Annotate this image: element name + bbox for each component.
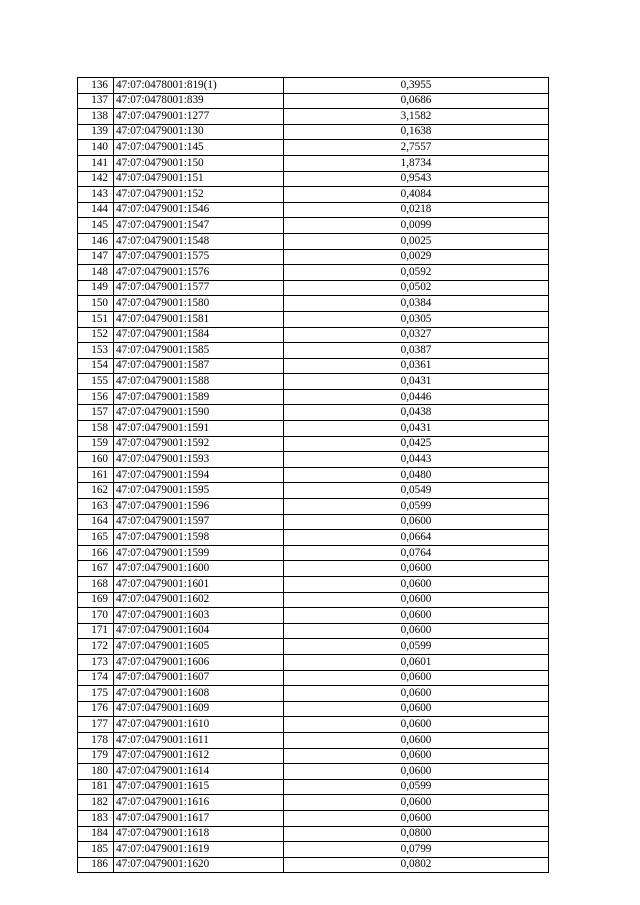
row-number-cell: 155 xyxy=(78,374,114,390)
row-number-cell: 137 xyxy=(78,93,114,109)
area-value-cell: 0,0438 xyxy=(284,405,549,421)
table-row xyxy=(78,327,549,343)
table-row xyxy=(78,452,549,468)
parcel-table xyxy=(77,77,549,873)
row-number-cell: 153 xyxy=(78,343,114,359)
area-value-cell: 0,0599 xyxy=(284,639,549,655)
area-value-cell: 0,0361 xyxy=(284,358,549,374)
row-number-cell: 177 xyxy=(78,717,114,733)
cadastral-number-cell: 47:07:0479001:1601 xyxy=(114,577,284,593)
cadastral-number-cell: 47:07:0479001:1594 xyxy=(114,467,284,483)
row-number-cell: 136 xyxy=(78,78,114,94)
area-value-cell: 0,0099 xyxy=(284,218,549,234)
area-value-cell: 0,0664 xyxy=(284,530,549,546)
table-row xyxy=(78,795,549,811)
table-row xyxy=(78,343,549,359)
cadastral-number-cell: 47:07:0479001:1617 xyxy=(114,810,284,826)
table-row xyxy=(78,358,549,374)
area-value-cell: 0,0686 xyxy=(284,93,549,109)
table-row xyxy=(78,280,549,296)
area-value-cell: 1,8734 xyxy=(284,155,549,171)
row-number-cell: 162 xyxy=(78,483,114,499)
table-row xyxy=(78,405,549,421)
row-number-cell: 185 xyxy=(78,842,114,858)
row-number-cell: 145 xyxy=(78,218,114,234)
table-row xyxy=(78,561,549,577)
area-value-cell: 0,0600 xyxy=(284,561,549,577)
cadastral-number-cell: 47:07:0479001:1604 xyxy=(114,623,284,639)
row-number-cell: 186 xyxy=(78,857,114,873)
row-number-cell: 156 xyxy=(78,389,114,405)
area-value-cell: 0,0600 xyxy=(284,810,549,826)
area-value-cell: 0,0600 xyxy=(284,623,549,639)
row-number-cell: 176 xyxy=(78,701,114,717)
row-number-cell: 150 xyxy=(78,296,114,312)
cadastral-number-cell: 47:07:0479001:1577 xyxy=(114,280,284,296)
area-value-cell: 0,0599 xyxy=(284,499,549,515)
row-number-cell: 151 xyxy=(78,311,114,327)
table-row xyxy=(78,639,549,655)
area-value-cell: 2,7557 xyxy=(284,140,549,156)
table-row xyxy=(78,78,549,94)
row-number-cell: 142 xyxy=(78,171,114,187)
cadastral-number-cell: 47:07:0479001:1615 xyxy=(114,779,284,795)
cadastral-number-cell: 47:07:0479001:1591 xyxy=(114,421,284,437)
cadastral-number-cell: 47:07:0479001:1619 xyxy=(114,842,284,858)
row-number-cell: 161 xyxy=(78,467,114,483)
cadastral-number-cell: 47:07:0479001:1584 xyxy=(114,327,284,343)
table-row xyxy=(78,483,549,499)
cadastral-number-cell: 47:07:0479001:1277 xyxy=(114,109,284,125)
row-number-cell: 138 xyxy=(78,109,114,125)
cadastral-number-cell: 47:07:0479001:1609 xyxy=(114,701,284,717)
cadastral-number-cell: 47:07:0479001:1598 xyxy=(114,530,284,546)
row-number-cell: 184 xyxy=(78,826,114,842)
area-value-cell: 0,0600 xyxy=(284,748,549,764)
area-value-cell: 0,0029 xyxy=(284,249,549,265)
row-number-cell: 163 xyxy=(78,499,114,515)
area-value-cell: 3,1582 xyxy=(284,109,549,125)
row-number-cell: 144 xyxy=(78,202,114,218)
table-row xyxy=(78,530,549,546)
row-number-cell: 174 xyxy=(78,670,114,686)
area-value-cell: 0,0327 xyxy=(284,327,549,343)
table-row xyxy=(78,171,549,187)
area-value-cell: 0,0592 xyxy=(284,265,549,281)
row-number-cell: 143 xyxy=(78,187,114,203)
table-row xyxy=(78,311,549,327)
table-row xyxy=(78,608,549,624)
row-number-cell: 146 xyxy=(78,233,114,249)
row-number-cell: 182 xyxy=(78,795,114,811)
area-value-cell: 0,0384 xyxy=(284,296,549,312)
area-value-cell: 0,0599 xyxy=(284,779,549,795)
table-row xyxy=(78,592,549,608)
area-value-cell: 0,0431 xyxy=(284,374,549,390)
table-row xyxy=(78,748,549,764)
row-number-cell: 175 xyxy=(78,686,114,702)
area-value-cell: 0,0025 xyxy=(284,233,549,249)
area-value-cell: 0,0431 xyxy=(284,421,549,437)
table-row xyxy=(78,187,549,203)
cadastral-number-cell: 47:07:0479001:1618 xyxy=(114,826,284,842)
row-number-cell: 180 xyxy=(78,764,114,780)
area-value-cell: 0,0387 xyxy=(284,343,549,359)
cadastral-number-cell: 47:07:0479001:1576 xyxy=(114,265,284,281)
parcel-table-body xyxy=(78,78,549,873)
cadastral-number-cell: 47:07:0479001:1599 xyxy=(114,545,284,561)
table-row xyxy=(78,842,549,858)
row-number-cell: 159 xyxy=(78,436,114,452)
cadastral-number-cell: 47:07:0479001:1588 xyxy=(114,374,284,390)
area-value-cell: 0,0600 xyxy=(284,514,549,530)
cadastral-number-cell: 47:07:0479001:130 xyxy=(114,124,284,140)
table-row xyxy=(78,467,549,483)
area-value-cell: 0,0600 xyxy=(284,795,549,811)
table-row xyxy=(78,436,549,452)
row-number-cell: 171 xyxy=(78,623,114,639)
cadastral-number-cell: 47:07:0479001:1602 xyxy=(114,592,284,608)
area-value-cell: 0,3955 xyxy=(284,78,549,94)
row-number-cell: 181 xyxy=(78,779,114,795)
cadastral-number-cell: 47:07:0479001:1620 xyxy=(114,857,284,873)
area-value-cell: 0,0600 xyxy=(284,608,549,624)
area-value-cell: 0,0764 xyxy=(284,545,549,561)
cadastral-number-cell: 47:07:0479001:1605 xyxy=(114,639,284,655)
row-number-cell: 167 xyxy=(78,561,114,577)
row-number-cell: 169 xyxy=(78,592,114,608)
row-number-cell: 140 xyxy=(78,140,114,156)
table-row xyxy=(78,124,549,140)
table-row xyxy=(78,764,549,780)
table-row xyxy=(78,93,549,109)
cadastral-number-cell: 47:07:0479001:1606 xyxy=(114,654,284,670)
table-row xyxy=(78,701,549,717)
area-value-cell: 0,0600 xyxy=(284,701,549,717)
table-row xyxy=(78,389,549,405)
cadastral-number-cell: 47:07:0479001:1616 xyxy=(114,795,284,811)
table-row xyxy=(78,686,549,702)
cadastral-number-cell: 47:07:0479001:1548 xyxy=(114,233,284,249)
cadastral-number-cell: 47:07:0479001:1590 xyxy=(114,405,284,421)
table-row xyxy=(78,499,549,515)
area-value-cell: 0,0600 xyxy=(284,686,549,702)
cadastral-number-cell: 47:07:0479001:1547 xyxy=(114,218,284,234)
cadastral-number-cell: 47:07:0479001:1611 xyxy=(114,732,284,748)
cadastral-number-cell: 47:07:0479001:1610 xyxy=(114,717,284,733)
area-value-cell: 0,0600 xyxy=(284,670,549,686)
area-value-cell: 0,0600 xyxy=(284,764,549,780)
table-row xyxy=(78,140,549,156)
area-value-cell: 0,0600 xyxy=(284,592,549,608)
table-row xyxy=(78,265,549,281)
table-row xyxy=(78,717,549,733)
row-number-cell: 168 xyxy=(78,577,114,593)
area-value-cell: 0,0480 xyxy=(284,467,549,483)
table-row xyxy=(78,779,549,795)
table-row xyxy=(78,421,549,437)
cadastral-number-cell: 47:07:0479001:1581 xyxy=(114,311,284,327)
cadastral-number-cell: 47:07:0479001:1580 xyxy=(114,296,284,312)
table-row xyxy=(78,654,549,670)
cadastral-number-cell: 47:07:0479001:1587 xyxy=(114,358,284,374)
row-number-cell: 170 xyxy=(78,608,114,624)
row-number-cell: 172 xyxy=(78,639,114,655)
table-row xyxy=(78,732,549,748)
row-number-cell: 152 xyxy=(78,327,114,343)
table-row xyxy=(78,218,549,234)
table-row xyxy=(78,109,549,125)
area-value-cell: 0,0800 xyxy=(284,826,549,842)
row-number-cell: 160 xyxy=(78,452,114,468)
row-number-cell: 148 xyxy=(78,265,114,281)
area-value-cell: 0,1638 xyxy=(284,124,549,140)
area-value-cell: 0,0802 xyxy=(284,857,549,873)
cadastral-number-cell: 47:07:0479001:151 xyxy=(114,171,284,187)
area-value-cell: 0,0549 xyxy=(284,483,549,499)
table-row xyxy=(78,155,549,171)
cadastral-number-cell: 47:07:0479001:1608 xyxy=(114,686,284,702)
row-number-cell: 158 xyxy=(78,421,114,437)
cadastral-number-cell: 47:07:0479001:145 xyxy=(114,140,284,156)
area-value-cell: 0,0600 xyxy=(284,732,549,748)
row-number-cell: 141 xyxy=(78,155,114,171)
area-value-cell: 0,0446 xyxy=(284,389,549,405)
table-row xyxy=(78,202,549,218)
cadastral-number-cell: 47:07:0479001:1614 xyxy=(114,764,284,780)
table-row xyxy=(78,514,549,530)
cadastral-number-cell: 47:07:0479001:1546 xyxy=(114,202,284,218)
cadastral-number-cell: 47:07:0479001:1585 xyxy=(114,343,284,359)
row-number-cell: 178 xyxy=(78,732,114,748)
cadastral-number-cell: 47:07:0479001:1596 xyxy=(114,499,284,515)
table-row xyxy=(78,233,549,249)
area-value-cell: 0,0218 xyxy=(284,202,549,218)
row-number-cell: 139 xyxy=(78,124,114,140)
row-number-cell: 173 xyxy=(78,654,114,670)
cadastral-number-cell: 47:07:0479001:150 xyxy=(114,155,284,171)
area-value-cell: 0,0601 xyxy=(284,654,549,670)
cadastral-number-cell: 47:07:0479001:1600 xyxy=(114,561,284,577)
table-row xyxy=(78,826,549,842)
row-number-cell: 154 xyxy=(78,358,114,374)
table-row xyxy=(78,296,549,312)
table-row xyxy=(78,577,549,593)
area-value-cell: 0,4084 xyxy=(284,187,549,203)
table-row xyxy=(78,545,549,561)
table-row xyxy=(78,810,549,826)
table-row xyxy=(78,374,549,390)
area-value-cell: 0,0502 xyxy=(284,280,549,296)
cadastral-number-cell: 47:07:0479001:1595 xyxy=(114,483,284,499)
row-number-cell: 164 xyxy=(78,514,114,530)
row-number-cell: 166 xyxy=(78,545,114,561)
area-value-cell: 0,0425 xyxy=(284,436,549,452)
row-number-cell: 147 xyxy=(78,249,114,265)
row-number-cell: 165 xyxy=(78,530,114,546)
table-row xyxy=(78,623,549,639)
cadastral-number-cell: 47:07:0479001:1575 xyxy=(114,249,284,265)
area-value-cell: 0,0305 xyxy=(284,311,549,327)
area-value-cell: 0,0600 xyxy=(284,717,549,733)
cadastral-number-cell: 47:07:0479001:1607 xyxy=(114,670,284,686)
row-number-cell: 149 xyxy=(78,280,114,296)
cadastral-number-cell: 47:07:0479001:1603 xyxy=(114,608,284,624)
table-row xyxy=(78,670,549,686)
table-row xyxy=(78,249,549,265)
row-number-cell: 179 xyxy=(78,748,114,764)
area-value-cell: 0,0600 xyxy=(284,577,549,593)
cadastral-number-cell: 47:07:0479001:1589 xyxy=(114,389,284,405)
cadastral-number-cell: 47:07:0478001:819(1) xyxy=(114,78,284,94)
cadastral-number-cell: 47:07:0479001:1597 xyxy=(114,514,284,530)
area-value-cell: 0,0799 xyxy=(284,842,549,858)
row-number-cell: 157 xyxy=(78,405,114,421)
cadastral-number-cell: 47:07:0479001:1592 xyxy=(114,436,284,452)
area-value-cell: 0,0443 xyxy=(284,452,549,468)
cadastral-number-cell: 47:07:0479001:1612 xyxy=(114,748,284,764)
table-row xyxy=(78,857,549,873)
row-number-cell: 183 xyxy=(78,810,114,826)
area-value-cell: 0,9543 xyxy=(284,171,549,187)
cadastral-number-cell: 47:07:0478001:839 xyxy=(114,93,284,109)
cadastral-number-cell: 47:07:0479001:1593 xyxy=(114,452,284,468)
cadastral-number-cell: 47:07:0479001:152 xyxy=(114,187,284,203)
